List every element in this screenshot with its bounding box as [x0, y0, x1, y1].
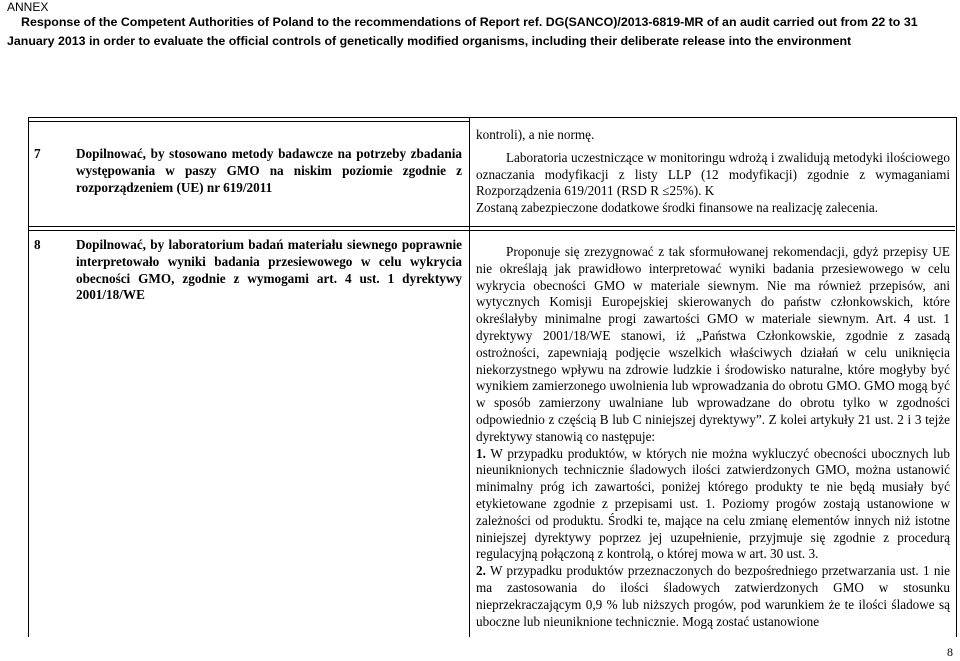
row-8-response-paragraph-1: Proponuje się zrezygnować z tak sformułowanej rekomendacji, gdyż przepisy UE nie określają jak prawidłowo interpretować wyniki badania przesiewowego w celu wykrycia obecności GMO w materiale siewnym. Nie ma również przepisów, ani wytycznych Komisji Europejskiej skierowanych do państw członkowskich, które określałyby minimalne progi zawartości GMO w materiale siewnym. Art. 4 ust. 1 dyrektywy 2001/18/WE stanowi, iż „Państwa Członkowskie, zgodnie z zasadą ostrożności, zapewniają podjęcie wszelkich właściwych działań w celu uniknięcia niekorzystnego wpływu na zdrowie ludzkie i środowisko naturalne, które mogłyby być wynikiem zamierzonego uwolnienia lub wprowadzania do obrotu GMO. GMO mogą być w sposób zamierzony uwalniane lub wprowadzane do obrotu tylko w zgodności odpowiednio z częścią B lub C niniejszej dyrektywy”. Z kolei artykuły 21 ust. 2 i 3 tejże dyrektywy stanowią co następuje:: [476, 244, 950, 444]
point-1-text: W przypadku produktów, w których nie można wykluczyć obecności ubocznych lub nieuniknionych technicznie śladowych ilości zatwierdzonych GMO, można ustanowić minimalny próg ich zawartości, poniżej którego produkty te nie będą musiały być etykietowane zgodnie z przepisami ust. 1. Poziomy progów zostają ustanowione w zależności od produktu. Środki te, mające na celu zmianę elementów innych niż istotne niniejszej dyrektywy poprzez jej uzupełnienie, przyjmuje się zgodnie z procedurą regulacyjną połączoną z kontrolą, o której mowa w art. 30 ust. 3.: [476, 445, 950, 562]
row-8-number: 8: [34, 237, 41, 252]
row-8-recommendation: Dopilnować, by laboratorium badań materiału siewnego poprawnie interpretowało wyniki badania przesiewowego w celu wykrycia obecności GMO, zgodnie z wymogami art. 4 ust. 1 dyrektywy 2001/18/WE: [76, 237, 462, 303]
row-8-response-point-1: [476, 446, 950, 564]
row-8-response: [476, 244, 950, 630]
annex-label: ANNEX: [7, 0, 49, 14]
title-line-2: January 2013 in order to evaluate the official controls of genetically modified organisms, including their deliberate release into the environment: [7, 34, 852, 48]
title-line-1: Response of the Competent Authorities of Poland to the recommendations of Report ref. DG(SANCO)/2013-6819-MR of an audit carried out from 22 to 31: [21, 15, 918, 29]
column-divider: [469, 118, 470, 637]
point-1-label: 1.: [476, 445, 486, 461]
row-7-response-continuation: kontroli), a nie normę.: [476, 127, 595, 142]
document-title: [7, 13, 957, 51]
point-2-label: 2.: [476, 563, 486, 579]
page-number: 8: [947, 645, 953, 659]
row-7-recommendation: Dopilnować, by stosowano metody badawcze na potrzeby zbadania występowania w paszy GMO na niskim poziomie zgodnie z rozporządzeniem (UE) nr 619/2011: [76, 146, 462, 195]
row-8-response-point-2: [476, 563, 950, 630]
row-7-response-paragraph-1: Laboratoria uczestniczące w monitoringu wdrożą i zwalidują metodyki ilościowego oznaczania modyfikacji z listy LLP (12 modyfikacji) zgodnie z wymaganiami Rozporządzenia 619/2011 (RSD R ≤25%). K: [476, 149, 950, 199]
row-separator-bottom: [28, 230, 955, 231]
row-7-top-inner-line: [28, 121, 469, 122]
row-7-number: 7: [34, 146, 41, 161]
point-2-text: W przypadku produktów przeznaczonych do bezpośredniego przetwarzania ust. 1 nie ma zastosowania do ilości śladowych zatwierdzonych GMO w stosunku nieprzekraczającym 0,9 % lub niższych progów, pod warunkiem że te ilości śladowe są uboczne lub nieuniknione technicznie. Mogą zostać ustanowione: [476, 563, 950, 629]
row-7-response-paragraph-2: Zostaną zabezpieczone dodatkowe środki finansowe na realizację zalecenia.: [476, 200, 879, 216]
row-7-response: [476, 127, 950, 217]
row-separator-top: [28, 226, 955, 227]
